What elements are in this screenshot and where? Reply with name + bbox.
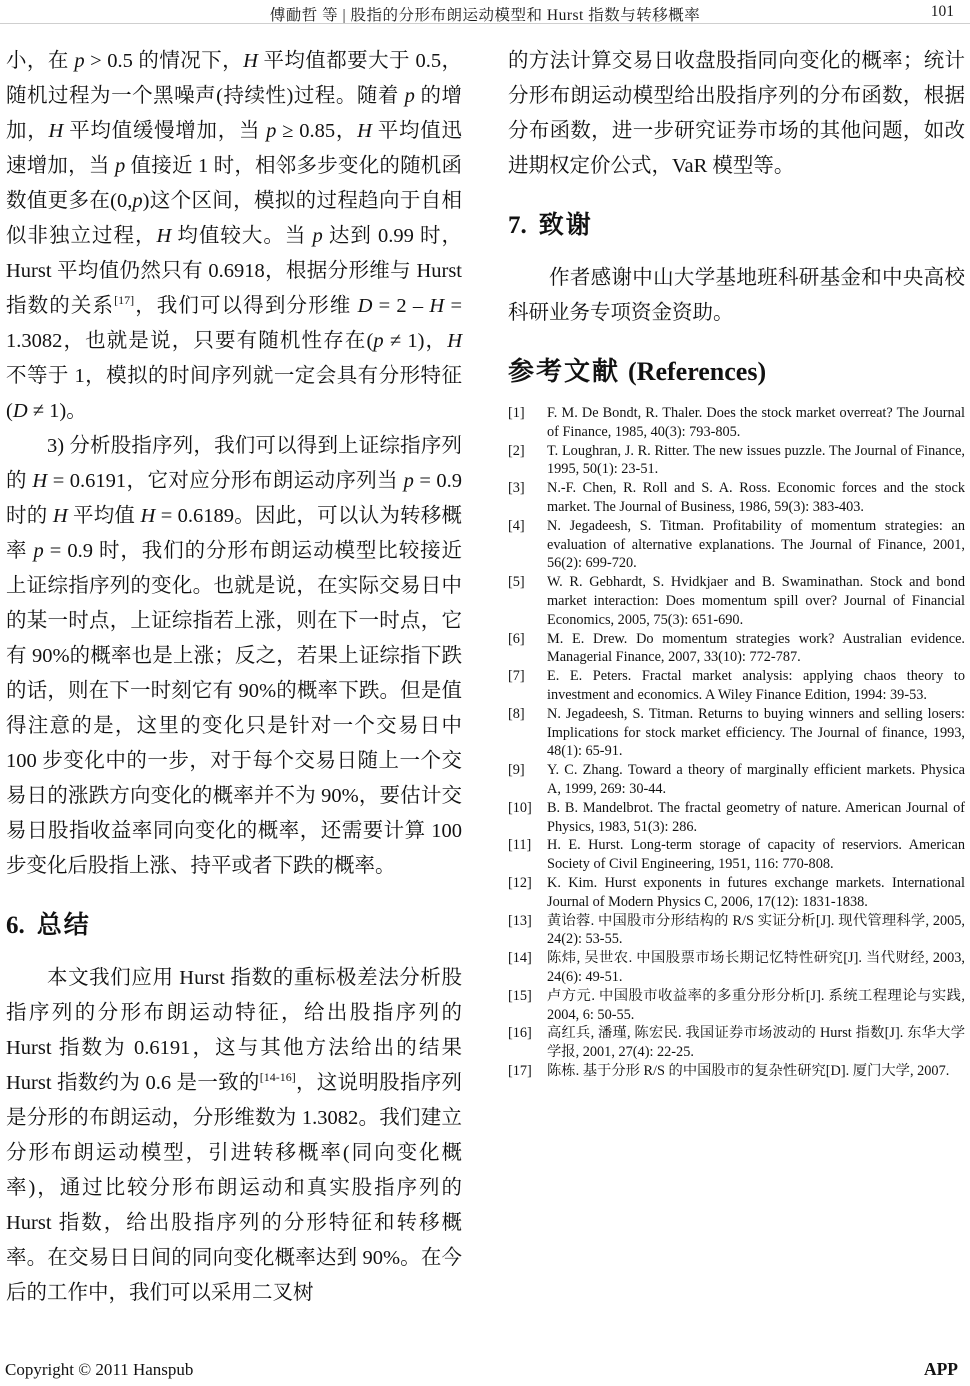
publisher-brand: APP xyxy=(923,1359,958,1379)
section-number: 7. xyxy=(508,212,527,239)
reference-number: [13] xyxy=(508,912,532,929)
references-heading-zh: 参考文献 xyxy=(508,356,621,386)
reference-number: [6] xyxy=(508,630,525,647)
reference-text: Y. C. Zhang. Toward a theory of marginally efficient markets. Physica A, 1999, 269: 30-44. xyxy=(547,762,965,797)
reference-text: 黄诒蓉. 中国股市分形结构的 R/S 实证分析[J]. 现代管理科学, 2005, 24(2): 53-55. xyxy=(547,912,965,948)
body-paragraph-summary: 本文我们应用 Hurst 指数的重标极差法分析股指序列的分形布朗运动特征，给出股指序列的 Hurst 指数为 0.6191，这与其他方法给出的结果 Hurst 指数约为 0.6 是一致的[14-16]，这说明股指序列是分形的布朗运动，分形维数为 1.3082。我们建立分形布朗运动模型，引进转移概率(同向变化概率)，通过比较分形布朗运动和真实股指序列的 Hurst 指数，给出股指序列的分形特征和转移概率。在交易日日间的同向变化概率达到 90%。在今后的工作中，我们可以采用二叉树 xyxy=(6,967,462,1304)
reference-item xyxy=(508,479,965,517)
section-heading-summary xyxy=(6,910,462,941)
reference-number: [17] xyxy=(508,1062,532,1079)
reference-text: E. E. Peters. Fractal market analysis: applying chaos theory to investment and economics. A Wiley Finance Edition, 1994: 39-53. xyxy=(547,668,965,703)
acknowledgement-paragraph: 作者感谢中山大学基地班科研基金和中央高校科研业务专项资金资助。 xyxy=(508,267,965,324)
reference-number: [5] xyxy=(508,574,525,591)
reference-text: F. M. De Bondt, R. Thaler. Does the stock market overreat? The Journal of Finance, 1985, 40(3): 793-805. xyxy=(547,405,965,440)
reference-item xyxy=(508,573,965,629)
reference-list xyxy=(508,404,965,1081)
reference-item xyxy=(508,761,965,799)
section-title: 总结 xyxy=(36,911,91,939)
reference-text: N. Jegadeesh, S. Titman. Returns to buying winners and selling losers: Implications for stock market efficiency. The Journal of finance, 1993, 48(1): 65-91. xyxy=(547,705,965,760)
reference-number: [12] xyxy=(508,874,532,891)
reference-number: [4] xyxy=(508,517,525,534)
reference-text: 陈栋. 基于分形 R/S 的中国股市的复杂性研究[D]. 厦门大学, 2007. xyxy=(547,1062,950,1079)
body-paragraph-continuation: 小，在 p > 0.5 的情况下，H 平均值都要大于 0.5，随机过程为一个黑噪声(持续性)过程。随着 p 的增加，H 平均值缓慢增加，当 p ≥ 0.85，H 平均值迅速增加，当 p 值接近 1 时，相邻多步变化的随机函数值更多在(0,p)这个区间，模拟的过程趋向于自相似非独立过程，H 均值较大。当 p 达到 0.99 时，Hurst 平均值仍然只有 0.6918，根据分形维与 Hurst 指数的关系[17]，我们可以得到分形维 D = 2 – H = 1.3082，也就是说，只要有随机性存在(p ≠ 1)，H 不等于 1，模拟的时间序列就一定会具有分形特征(D ≠ 1)。 xyxy=(6,50,463,422)
reference-item xyxy=(508,949,965,987)
reference-item xyxy=(508,799,965,837)
reference-number: [16] xyxy=(508,1025,532,1042)
reference-item xyxy=(508,987,965,1025)
reference-text: 卢方元. 中国股市收益率的多重分形分析[J]. 系统工程理论与实践, 2004, 6: 50-55. xyxy=(547,987,965,1023)
reference-item xyxy=(508,1024,965,1062)
section-heading-acknowledgement xyxy=(508,210,965,241)
reference-number: [10] xyxy=(508,799,532,816)
left-column xyxy=(6,44,462,1311)
reference-number: [1] xyxy=(508,405,525,421)
reference-item xyxy=(508,630,965,668)
reference-text: W. R. Gebhardt, S. Hvidkjaer and B. Swaminathan. Stock and bond market interaction: Does momentum spill over? Journal of Financial Economics, 2005, 75(3): 651-690. xyxy=(547,574,965,628)
reference-item xyxy=(508,442,965,480)
references-heading-en: (References) xyxy=(628,357,767,386)
reference-number: [11] xyxy=(508,837,532,854)
reference-item xyxy=(508,404,965,442)
reference-text: K. Kim. Hurst exponents in futures exchange markets. International Journal of Modern Physics C, 2006, 17(12): 1831-1838. xyxy=(547,874,965,910)
reference-text: M. E. Drew. Do momentum strategies work? Australian evidence. Managerial Finance, 2007, 33(10): 772-787. xyxy=(547,630,965,666)
reference-number: [15] xyxy=(508,987,532,1004)
reference-item xyxy=(508,912,965,950)
reference-number: [7] xyxy=(508,668,525,685)
reference-item xyxy=(508,517,965,573)
reference-item xyxy=(508,836,965,874)
section-title: 致谢 xyxy=(538,211,593,239)
section-number: 6. xyxy=(6,912,25,939)
reference-text: B. B. Mandelbrot. The fractal geometry of nature. American Journal of Physics, 1983, 51(3): 286. xyxy=(547,799,965,835)
header-divider xyxy=(0,23,970,24)
reference-text: 陈炜, 吴世农. 中国股票市场长期记忆特性研究[J]. 当代财经, 2003, 24(6): 49-51. xyxy=(547,950,965,985)
reference-text: N.-F. Chen, R. Roll and S. A. Ross. Economic forces and the stock market. The Journal of Business, 1986, 59(3): 383-403. xyxy=(547,480,965,515)
reference-text: 高红兵, 潘瑾, 陈宏民. 我国证券市场波动的 Hurst 指数[J]. 东华大学学报, 2001, 27(4): 22-25. xyxy=(547,1025,965,1061)
reference-text: H. E. Hurst. Long-term storage of capacity of reserviors. American Society of Civil Engineering, 1951, 116: 770-808. xyxy=(547,837,965,873)
reference-item xyxy=(508,874,965,912)
reference-number: [9] xyxy=(508,762,525,779)
right-column xyxy=(508,44,965,1081)
reference-item xyxy=(508,705,965,761)
references-heading xyxy=(508,355,965,388)
reference-item xyxy=(508,667,965,705)
running-title: 傅勔哲 等 | 股指的分形布朗运动模型和 Hurst 指数与转移概率 xyxy=(269,7,701,24)
body-paragraph-continuation-right: 的方法计算交易日收盘股指同向变化的概率；统计分形布朗运动模型给出股指序列的分布函数，根据分布函数，进一步研究证券市场的其他问题，如改进期权定价公式，VaR 模型等。 xyxy=(508,50,965,177)
page-number: 101 xyxy=(930,3,954,20)
reference-text: T. Loughran, J. R. Ritter. The new issues puzzle. The Journal of Finance, 1995, 50(1): 23-51. xyxy=(547,442,965,478)
copyright-notice: Copyright © 2011 Hanspub xyxy=(5,1360,194,1379)
reference-number: [2] xyxy=(508,442,525,459)
reference-number: [14] xyxy=(508,950,532,967)
reference-number: [3] xyxy=(508,480,525,497)
reference-number: [8] xyxy=(508,705,525,722)
reference-item xyxy=(508,1062,965,1081)
body-paragraph-item3: 3) 分析股指序列，我们可以得到上证综指序列的 H = 0.6191，它对应分形布朗运动序列当 p = 0.9 时的 H 平均值 H = 0.6189。因此，可以认为转移概率 p = 0.9 时，我们的分形布朗运动模型比较接近上证综指序列的变化。也就是说，在实际交易日中的某一时点，上证综指若上涨，则在下一时点，它有 90%的概率也是上涨；反之，若果上证综指下跌的话，则在下一时刻它有 90%的概率下跌。但是值得注意的是，这里的变化只是针对一个交易日中 100 步变化中的一步，对于每个交易日随上一个交易日的涨跌方向变化的概率并不为 90%，要估计交易日股指收益率同向变化的概率，还需要计算 100 步变化后股指上涨、持平或者下跌的概率。 xyxy=(6,435,463,877)
reference-text: N. Jegadeesh, S. Titman. Profitability of momentum strategies: an evaluation of alternative explanations. The Journal of Finance, 2001, 56(2): 699-720. xyxy=(547,517,965,572)
